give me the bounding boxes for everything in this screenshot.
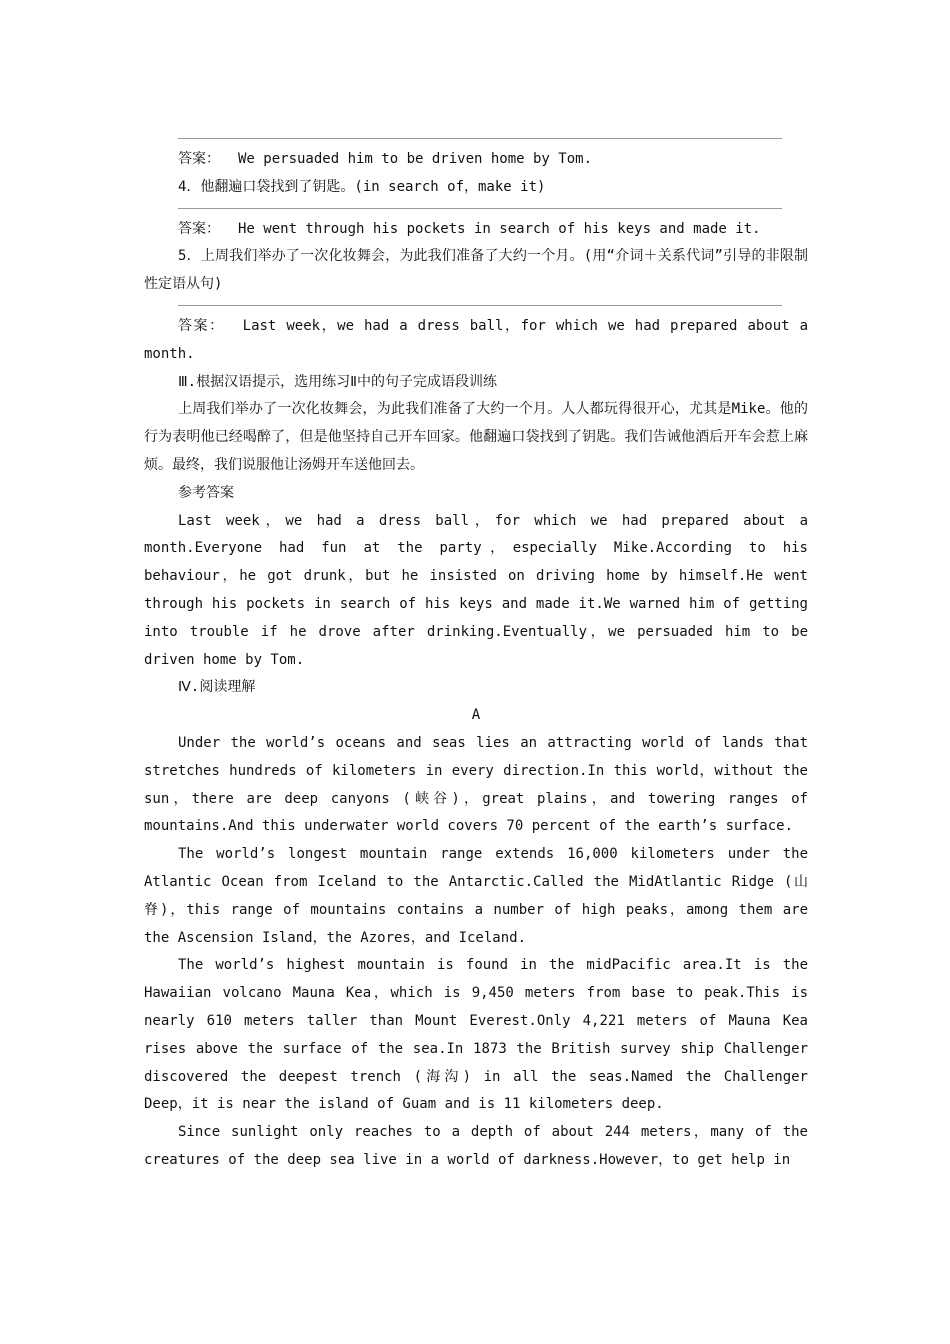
passage-paragraph: The world’s highest mountain is found in the midPacific area.It is the Hawaiian volcano Mauna Kea，which is 9,450 meters from base to peak.This is nearly 610 meters taller than Mount Everest.Only 4,221 meters of Mauna Kea rises above the surface of the sea.In 1873 the British survey ship Challenger discovered the deepest trench (海沟) in all the seas.Named the Challenger Deep，it is near the island of Guam and is 11 kilometers deep. [144, 957, 808, 1113]
answer-label: 答案： [178, 317, 225, 334]
q5-answer [144, 313, 808, 369]
passage-paragraph: Since sunlight only reaches to a depth of about 244 meters，many of the creatures of the deep sea live in a world of darkness.However，to get help in [144, 1124, 808, 1168]
q4-prompt: 4．他翻遍口袋找到了钥匙。(in search of，make it) [178, 178, 546, 195]
answer-text: Last week，we had a dress ball，for which we had prepared about a month. [144, 317, 808, 362]
answer-blank-line [178, 208, 782, 209]
answer-blank-line [178, 138, 782, 139]
section-4-heading: Ⅳ.阅读理解 [178, 679, 256, 696]
q5-prompt: 5．上周我们举办了一次化妆舞会，为此我们准备了大约一个月。(用“介词＋关系代词”引导的非限制性定语从句) [144, 248, 808, 293]
document-page [144, 126, 808, 1175]
reference-answer-text: Last week，we had a dress ball，for which we had prepared about a month.Everyone had fun at the party，especially Mike.According to his behaviour，he got drunk，but he insisted on driving home by himself.He went through his pockets in search of his keys and made it.We warned him of getting into trouble if he drove after drinking.Eventually，we persuaded him to be driven home by Tom. [144, 512, 808, 668]
passage-paragraph: The world’s longest mountain range extends 16,000 kilometers under the Atlantic Ocean from Iceland to the Antarctic.Called the MidAtlantic Ridge (山脊)，this range of mountains contains a number of high peaks，among them are the Ascension Island，the Azores，and Iceland. [144, 846, 808, 946]
q3-answer [144, 146, 808, 174]
answer-label: 答案： [178, 220, 220, 237]
answer-label: 答案： [178, 151, 220, 167]
section-3-heading: Ⅲ.根据汉语提示，选用练习Ⅱ中的句子完成语段训练 [178, 373, 497, 390]
answer-blank-line [178, 305, 782, 306]
answer-text: We persuaded him to be driven home by Tom. [238, 151, 593, 167]
answer-text: He went through his pockets in search of his keys and made it. [238, 220, 761, 237]
chinese-passage: 上周我们举办了一次化妆舞会，为此我们准备了大约一个月。人人都玩得很开心，尤其是Mike。他的行为表明他已经喝醉了，但是他坚持自己开车回家。他翻遍口袋找到了钥匙。我们告诫他酒后开车会惹上麻烦。最终，我们说服他让汤姆开车送他回去。 [144, 401, 808, 473]
reference-answer-label: 参考答案 [178, 484, 234, 501]
q4-answer [144, 216, 808, 244]
passage-letter: A [471, 707, 481, 724]
passage-paragraph: Under the world’s oceans and seas lies an attracting world of lands that stretches hundreds of kilometers in every direction.In this world，without the sun，there are deep canyons (峡谷)，great plains，and towering ranges of mountains.And this underwater world covers 70 percent of the earth’s surface. [144, 734, 808, 835]
